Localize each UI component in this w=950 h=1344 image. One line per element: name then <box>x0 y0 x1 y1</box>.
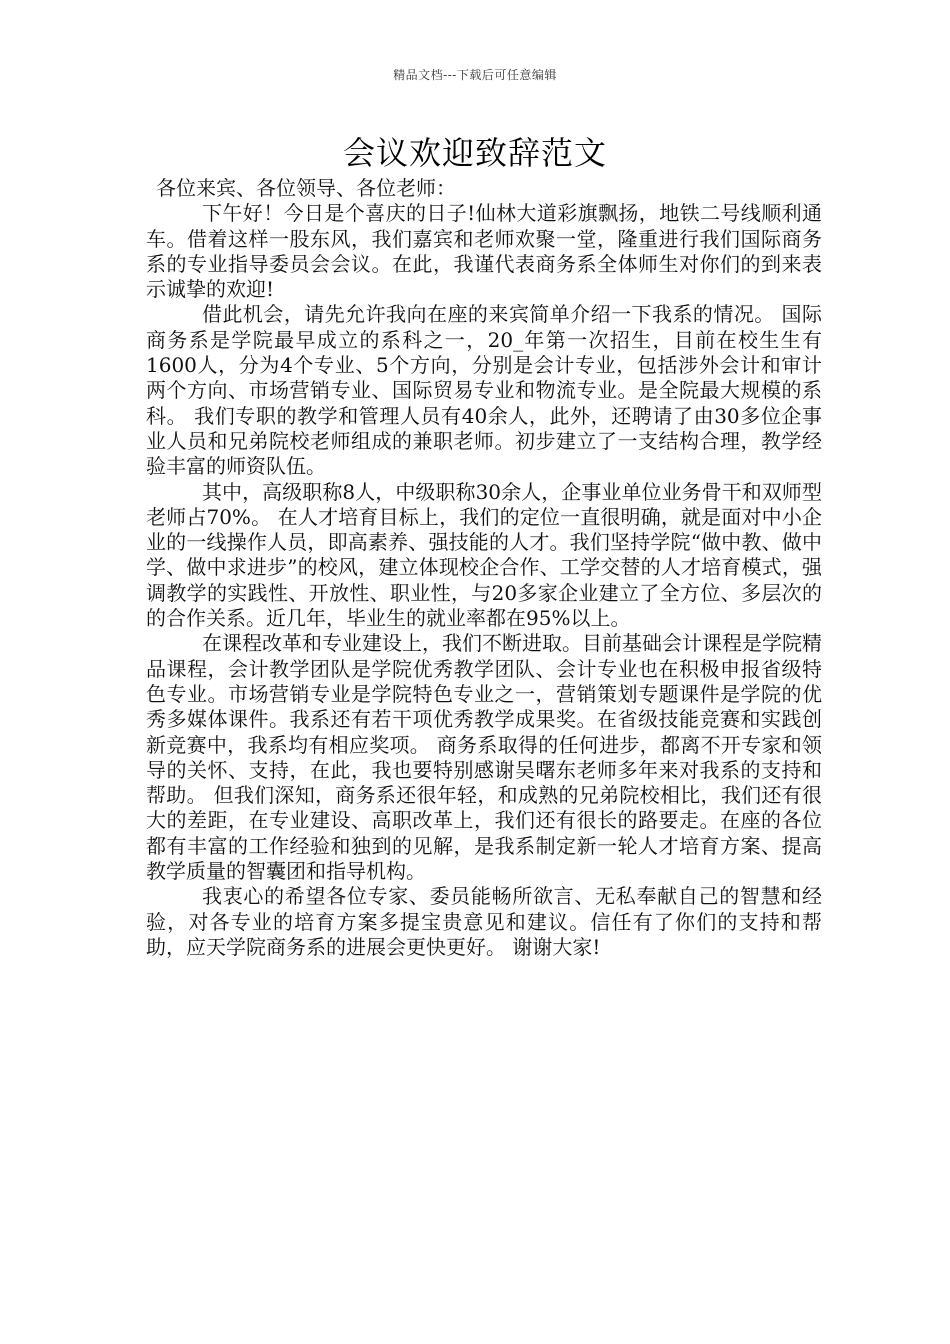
paragraph-closing: 我衷心的希望各位专家、委员能畅所欲言、无私奉献自己的智慧和经验，对各专业的培育方案多提宝贵意见和建议。信任有了你们的支持和帮助，应天学院商务系的进展会更快更好。 谢谢大家! <box>146 884 822 959</box>
paragraph-welcome: 下午好！今日是个喜庆的日子!仙林大道彩旗飘扬，地铁二号线顺利通车。借着这样一股东风，我们嘉宾和老师欢聚一堂，隆重进行我们国际商务系的专业指导委员会会议。在此，我谨代表商务系全体师生对你们的到来表示诚挚的欢迎! <box>146 201 822 302</box>
paragraph-faculty: 其中，高级职称8人，中级职称30余人，企事业单位业务骨干和双师型老师占70%。 在人才培育目标上，我们的定位一直很明确，就是面对中小企业的一线操作人员，即高素养、强技能的人才。我们坚持学院“做中教、做中学、做中求进步”的校风，建立体现校企合作、工学交替的人才培育模式，强调教学的实践性、开放性、职业性，与20多家企业建立了全方位、多层次的的合作关系。近几年，毕业生的就业率都在95%以上。 <box>146 479 822 631</box>
header-note: 精品文档---下载后可任意编辑 <box>393 68 557 82</box>
salutation: 各位来宾、各位领导、各位老师： <box>156 176 456 200</box>
document-body <box>146 176 822 960</box>
paragraph-introduction: 借此机会，请先允许我向在座的来宾简单介绍一下我系的情况。 国际商务系是学院最早成立的系科之一，20_年第一次招生，目前在校生生有1600人，分为4个专业、5个方向，分别是会计专业，包括涉外会计和审计两个方向、市场营销专业、国际贸易专业和物流专业。是全院最大规模的系科。 我们专职的教学和管理人员有40余人，此外，还聘请了由30多位企事业人员和兄弟院校老师组成的兼职老师。初步建立了一支结构合理，教学经验丰富的师资队伍。 <box>146 302 822 479</box>
paragraph-curriculum: 在课程改革和专业建设上，我们不断进取。目前基础会计课程是学院精品课程，会计教学团队是学院优秀教学团队、会计专业也在积极申报省级特色专业。市场营销专业是学院特色专业之一，营销策划专题课件是学院的优秀多媒体课件。我系还有若干项优秀教学成果奖。在省级技能竞赛和实践创新竞赛中，我系均有相应奖项。 商务系取得的任何进步，都离不开专家和领导的关怀、支持，在此，我也要特别感谢吴曙东老师多年来对我系的支持和帮助。 但我们深知，商务系还很年轻，和成熟的兄弟院校相比，我们还有很大的差距，在专业建设、高职改革上，我们还有很长的路要走。在座的各位都有丰富的工作经验和独到的见解，是我系制定新一轮人才培育方案、提高教学质量的智囊团和指导机构。 <box>146 631 822 884</box>
document-title: 会议欢迎致辞范文 <box>342 134 607 172</box>
